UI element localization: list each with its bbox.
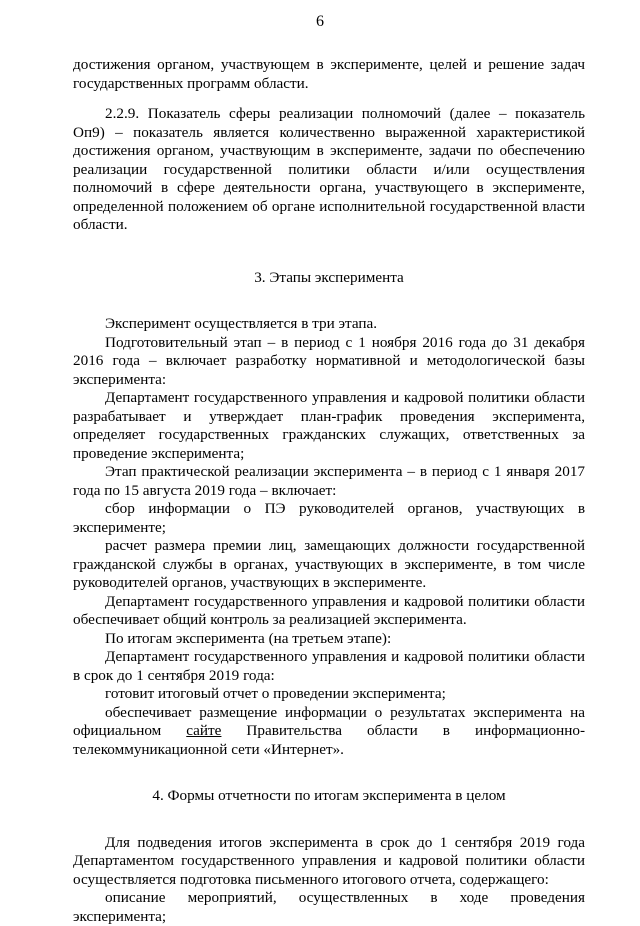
site-link[interactable]: сайте [186,722,222,739]
section-3-paragraph: расчет размера премии лиц, замещающих должности государственной гражданской службы в органах, участвующих в эксперименте, в том числе руководителей органов, участвующих в эксперименте. [73,537,585,591]
section-3-paragraph: Департамент государственного управления и кадровой политики области разрабатывает и утверждает план-график проведения эксперимента, определяет государственных гражданских служащих, ответственных за проведение эксперимента; [73,389,585,462]
section-3-paragraph: Этап практической реализации эксперимента – в период с 1 января 2017 года по 15 августа 2019 года – включает: [73,463,585,499]
section-3-paragraph: готовит итоговый отчет о проведении эксперимента; [105,685,446,702]
document-body [73,56,585,926]
text-after-link: Правительства области в информационно-телекоммуникационной сети «Интернет». [73,722,585,758]
section-3-paragraph: Департамент государственного управления и кадровой политики области в срок до 1 сентября 2019 года: [73,648,585,684]
section-4-heading: 4. Формы отчетности по итогам эксперимента в целом [152,787,506,804]
section-3-heading: 3. Этапы эксперимента [254,268,404,286]
paragraph-2-2-9: 2.2.9. Показатель сферы реализации полномочий (далее – показатель Оп9) – показатель является количественно выраженной характеристикой достижения органом, участвующим в эксперименте, задачи по обеспечению реализации государственной политики области и/или осуществления полномочий в сфере деятельности органа, участвующего в эксперименте, определенной положением об органе исполнительной государственной власти области. [73,105,585,233]
section-3-paragraph: Департамент государственного управления и кадровой политики области обеспечивает общий контроль за реализацией эксперимента. [73,592,585,628]
page-number: 6 [316,13,324,30]
section-3-final-paragraph [73,704,585,760]
section-4-paragraph: Для подведения итогов эксперимента в срок до 1 сентября 2019 года Департаментом государственного управления и кадровой политики области осуществляется подготовка письменного итогового отчета, содержащего: [73,833,585,888]
continuation-paragraph: достижения органом, участвующем в эксперименте, целей и решение задач государственных программ области. [73,56,585,92]
section-4-paragraph: описание мероприятий, осуществленных в ходе проведения эксперимента; [73,889,585,925]
section-3-paragraph: сбор информации о ПЭ руководителей органов, участвующих в эксперименте; [73,500,585,536]
section-3-paragraph: Подготовительный этап – в период с 1 ноября 2016 года до 31 декабря 2016 года – включает разработку нормативной и методологической базы эксперимента: [73,333,585,388]
section-3-paragraph: Эксперимент осуществляется в три этапа. [105,315,378,332]
section-3-paragraph: По итогам эксперимента (на третьем этапе): [105,629,392,647]
text-before-link: обеспечивает размещение информации о результатах эксперимента на официальном [73,703,585,739]
